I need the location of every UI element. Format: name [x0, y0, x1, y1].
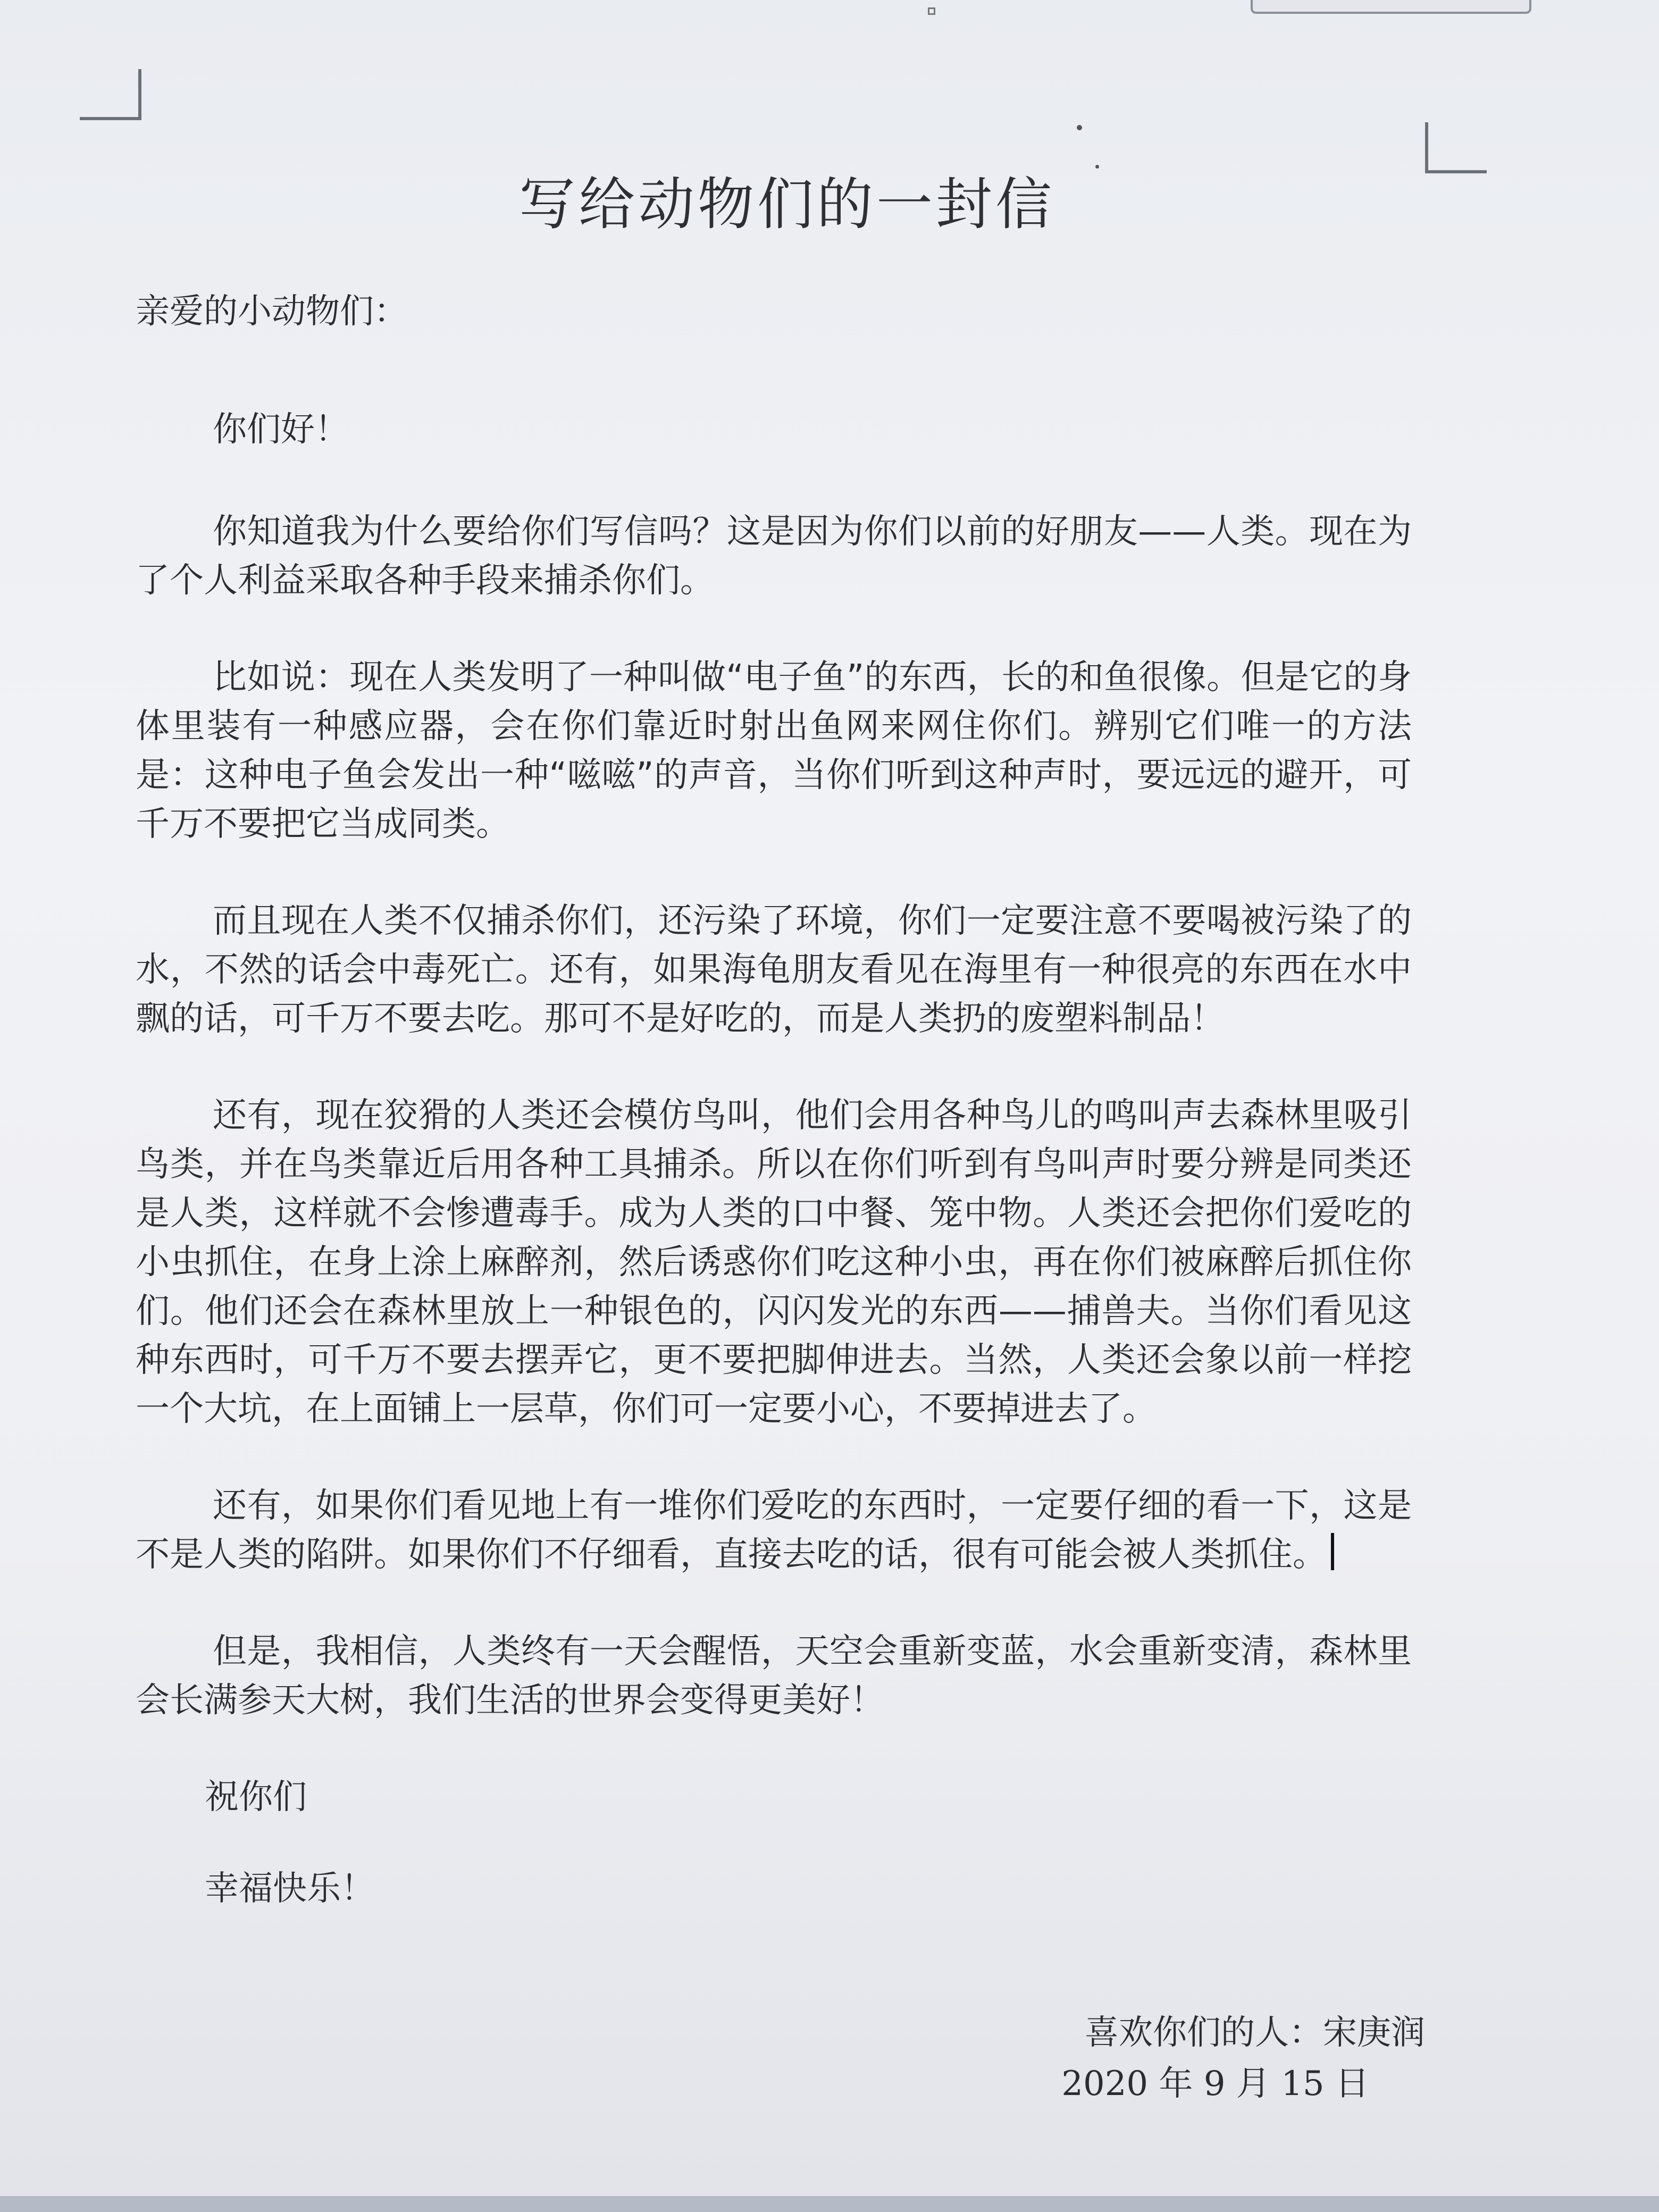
greeting: 你们好！	[213, 410, 349, 449]
paragraph-5: 还有，如果你们看见地上有一堆你们爱吃的东西时，一定要仔细的看一下，这是不是人类的陷阱。如果你们不仔细看，直接去吃的话，很有可能会被人类抓住。	[136, 1486, 1412, 1574]
screen-speck	[1077, 125, 1082, 130]
paragraph-1: 你知道我为什么要给你们写信吗？这是因为你们以前的好朋友——人类。现在为了个人利益采取各种手段来捕杀你们。	[136, 512, 1412, 600]
paragraph-6: 但是，我相信，人类终有一天会醒悟，天空会重新变蓝，水会重新变清，森林里会长满参天大树，我们生活的世界会变得更美好！	[136, 1632, 1412, 1720]
signature-name: 喜欢你们的人：宋庚润	[1085, 2013, 1425, 2052]
paragraph-3: 而且现在人类不仅捕杀你们，还污染了环境，你们一定要注意不要喝被污染了的水，不然的话会中毒死亡。还有，如果海龟朋友看见在海里有一种很亮的东西在水中飘的话，可千万不要去吃。那可不是好吃的，而是人类扔的废塑料制品！	[136, 901, 1412, 1038]
salutation: 亲爱的小动物们：	[136, 292, 408, 331]
paragraph-4: 还有，现在狡猾的人类还会模仿鸟叫，他们会用各种鸟儿的鸣叫声去森林里吸引鸟类，并在鸟类靠近后用各种工具捕杀。所以在你们听到有鸟叫声时要分辨是同类还是人类，这样就不会惨遭毒手。成为人类的口中餐、笼中物。人类还会把你们爱吃的小虫抓住，在身上涂上麻醉剂，然后诱惑你们吃这种小虫，再在你们被麻醉后抓住你们。他们还会在森林里放上一种银色的，闪闪发光的东西——捕兽夫。当你们看见这种东西时，可千万不要去摆弄它，更不要把脚伸进去。当然，人类还会象以前一样挖一个大坑，在上面铺上一层草，你们可一定要小心，不要掉进去了。	[136, 1096, 1412, 1429]
resize-handle[interactable]	[928, 7, 935, 15]
text-cursor	[1331, 1533, 1334, 1570]
letter-body[interactable]	[136, 287, 1412, 1956]
margin-marker-top-left	[80, 69, 141, 120]
paragraph-5-wrapper	[136, 1481, 1412, 1579]
signature-block	[1000, 2007, 1425, 2109]
paragraph-2: 比如说：现在人类发明了一种叫做“电子鱼”的东西，长的和鱼很像。但是它的身体里装有一种感应器，会在你们靠近时射出鱼网来网住你们。辨别它们唯一的方法是：这种电子鱼会发出一种“嗞嗞”的声音，当你们听到这种声时，要远远的避开，可千万不要把它当成同类。	[136, 658, 1412, 844]
document-title: 写给动物们的一封信	[519, 172, 1055, 237]
closing-line-2: 幸福快乐！	[205, 1869, 375, 1908]
signature-date: 2020 年 9 月 15 日	[1061, 2064, 1369, 2104]
closing-line-1: 祝你们	[205, 1778, 307, 1817]
window-frame-edge	[1251, 0, 1531, 14]
screen-bottom-bar	[0, 2196, 1659, 2212]
